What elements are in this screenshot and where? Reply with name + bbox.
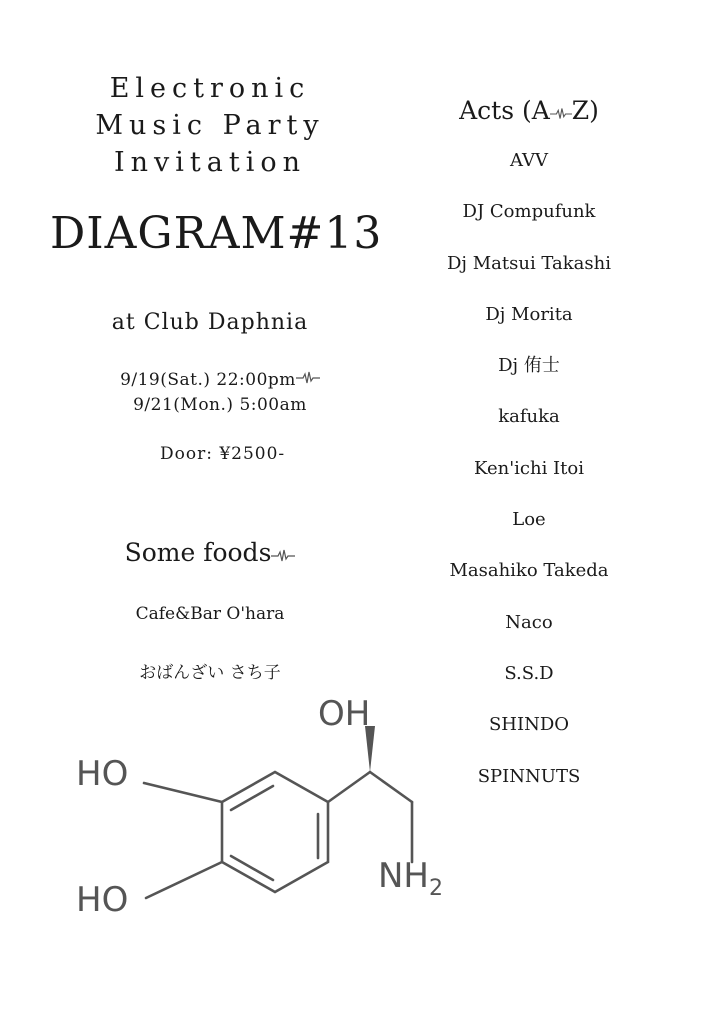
act-item: Ken'ichi Itoi [473, 457, 584, 479]
double-bond [231, 856, 273, 880]
bond-ho-lower [146, 862, 222, 898]
food-vendor: Cafe&Bar O'hara [135, 604, 285, 624]
act-item: S.S.D [504, 662, 554, 684]
act-item: AVV [509, 150, 549, 171]
party-title-line: Electronic [109, 73, 311, 104]
act-item: SHINDO [488, 714, 570, 736]
double-bond [231, 786, 273, 810]
event-name: DIAGRAM#13 [50, 208, 383, 259]
ho-label-lower: HO [76, 880, 129, 920]
event-datetime [70, 368, 370, 418]
heartbeat-pulse-icon [271, 540, 295, 569]
nh-text: NH [378, 856, 429, 896]
act-item: Naco [505, 611, 553, 633]
door-price: Door: ¥2500- [160, 444, 286, 464]
acts-heading-suffix: Z) [571, 96, 599, 125]
foods-heading-text: Some foods [124, 538, 272, 567]
heartbeat-pulse-icon [550, 98, 572, 127]
party-title [60, 70, 360, 181]
bond-ho-upper [144, 783, 222, 802]
start-time: 9/19(Sat.) 22:00pm [120, 370, 296, 390]
act-item: Dj Matsui Takashi [446, 252, 611, 274]
start-line [70, 368, 370, 393]
heartbeat-pulse-icon [296, 368, 320, 393]
act-item: Loe [512, 509, 546, 531]
act-item: SPINNUTS [477, 765, 581, 787]
party-title-line: Music Party [95, 110, 325, 141]
ho-label-upper: HO [76, 754, 129, 794]
party-title-line: Invitation [113, 147, 307, 178]
foods-heading [60, 538, 360, 569]
benzene-ring [222, 772, 328, 892]
act-item: DJ Compufunk [462, 201, 596, 223]
bond-side-chain [370, 772, 412, 802]
end-time: 9/21(Mon.) 5:00am [133, 395, 307, 415]
nh-subscript: 2 [429, 876, 443, 901]
food-vendor: おばんざい さち子 [139, 663, 281, 683]
act-item: Dj 侑士 [498, 355, 560, 377]
acts-list [414, 148, 644, 815]
act-item: kafuka [498, 406, 560, 428]
acts-heading-prefix: Acts (A [459, 96, 550, 125]
oh-label: OH [318, 694, 371, 734]
act-item: Dj Morita [485, 303, 573, 325]
acts-heading [424, 96, 634, 127]
bond-side-chain [328, 772, 370, 802]
venue: at Club Daphnia [111, 310, 309, 335]
amine-label [378, 856, 443, 901]
act-item: Masahiko Takeda [449, 560, 609, 582]
